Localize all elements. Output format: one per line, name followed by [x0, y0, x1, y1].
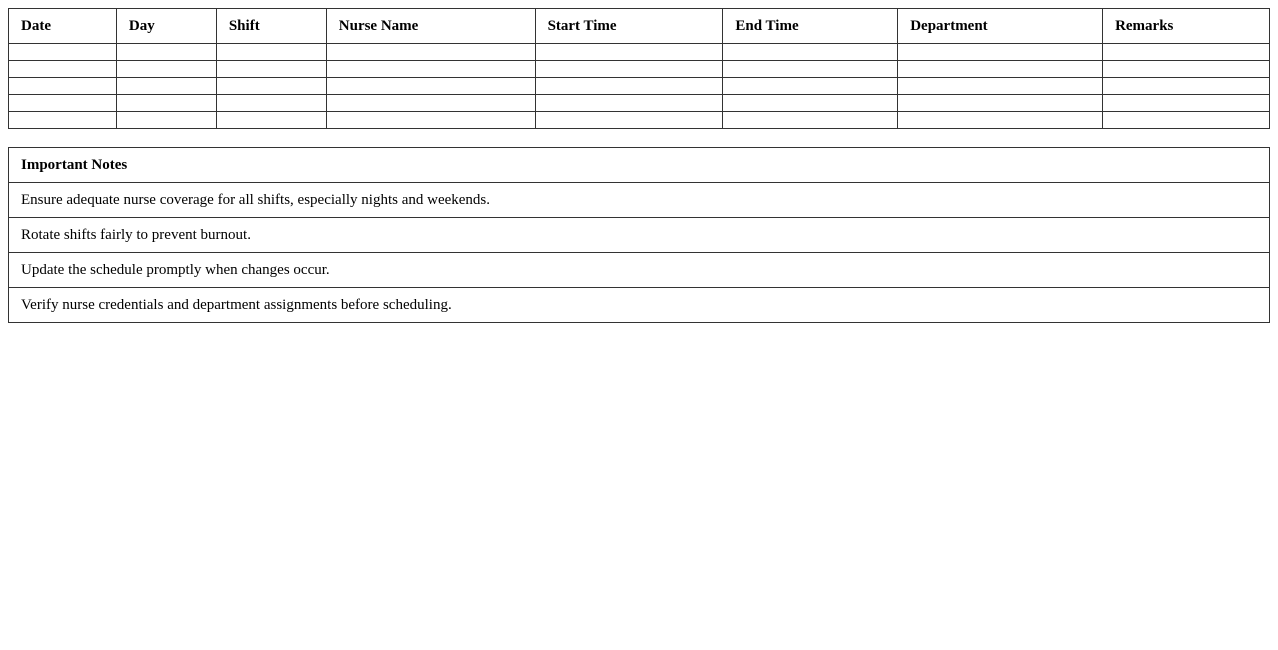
table-cell[interactable]: [9, 61, 117, 78]
table-cell[interactable]: [535, 112, 723, 129]
note-text: Verify nurse credentials and department assignments before scheduling.: [9, 288, 1270, 323]
table-cell[interactable]: [9, 112, 117, 129]
nurse-schedule-table: [8, 8, 1270, 129]
table-cell[interactable]: [216, 112, 326, 129]
table-cell[interactable]: [1103, 44, 1270, 61]
table-cell[interactable]: [216, 95, 326, 112]
note-text: Rotate shifts fairly to prevent burnout.: [9, 218, 1270, 253]
notes-header-row: [9, 148, 1270, 183]
table-cell[interactable]: [535, 78, 723, 95]
table-cell[interactable]: [723, 95, 898, 112]
list-item: [9, 218, 1270, 253]
table-cell[interactable]: [116, 95, 216, 112]
table-cell[interactable]: [116, 78, 216, 95]
table-cell[interactable]: [898, 78, 1103, 95]
column-header-nurse-name: Nurse Name: [326, 9, 535, 44]
table-cell[interactable]: [723, 44, 898, 61]
table-row: [9, 95, 1270, 112]
list-item: [9, 183, 1270, 218]
table-cell[interactable]: [535, 95, 723, 112]
list-item: [9, 288, 1270, 323]
table-cell[interactable]: [535, 61, 723, 78]
table-cell[interactable]: [216, 78, 326, 95]
table-cell[interactable]: [535, 44, 723, 61]
table-row: [9, 44, 1270, 61]
table-cell[interactable]: [326, 78, 535, 95]
note-text: Update the schedule promptly when changes occur.: [9, 253, 1270, 288]
table-cell[interactable]: [898, 44, 1103, 61]
table-cell[interactable]: [116, 61, 216, 78]
table-cell[interactable]: [216, 44, 326, 61]
table-cell[interactable]: [116, 112, 216, 129]
table-header-row: [9, 9, 1270, 44]
table-cell[interactable]: [9, 78, 117, 95]
table-cell[interactable]: [723, 61, 898, 78]
table-cell[interactable]: [116, 44, 216, 61]
table-row: [9, 112, 1270, 129]
table-cell[interactable]: [9, 95, 117, 112]
table-cell[interactable]: [1103, 112, 1270, 129]
column-header-shift: Shift: [216, 9, 326, 44]
column-header-start-time: Start Time: [535, 9, 723, 44]
column-header-day: Day: [116, 9, 216, 44]
table-cell[interactable]: [326, 112, 535, 129]
table-cell[interactable]: [1103, 61, 1270, 78]
important-notes-table: [8, 147, 1270, 323]
table-row: [9, 61, 1270, 78]
table-cell[interactable]: [898, 112, 1103, 129]
list-item: [9, 253, 1270, 288]
table-cell[interactable]: [9, 44, 117, 61]
table-cell[interactable]: [326, 61, 535, 78]
notes-title: Important Notes: [9, 148, 1270, 183]
table-row: [9, 78, 1270, 95]
table-cell[interactable]: [898, 95, 1103, 112]
column-header-department: Department: [898, 9, 1103, 44]
column-header-remarks: Remarks: [1103, 9, 1270, 44]
table-cell[interactable]: [1103, 78, 1270, 95]
table-cell[interactable]: [723, 112, 898, 129]
table-cell[interactable]: [326, 95, 535, 112]
table-cell[interactable]: [216, 61, 326, 78]
table-cell[interactable]: [723, 78, 898, 95]
table-cell[interactable]: [1103, 95, 1270, 112]
table-cell[interactable]: [326, 44, 535, 61]
note-text: Ensure adequate nurse coverage for all shifts, especially nights and weekends.: [9, 183, 1270, 218]
table-cell[interactable]: [898, 61, 1103, 78]
column-header-end-time: End Time: [723, 9, 898, 44]
column-header-date: Date: [9, 9, 117, 44]
